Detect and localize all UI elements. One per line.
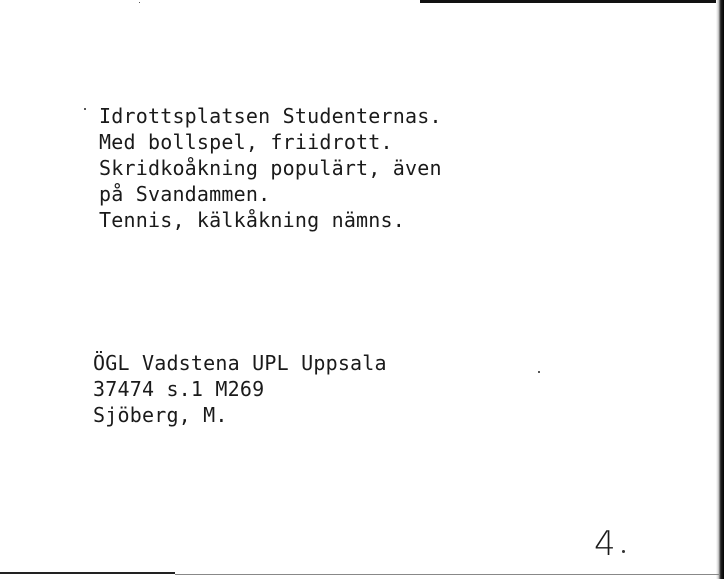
card-bottom-edge-faint (175, 574, 720, 575)
description-text (99, 103, 442, 233)
scan-speck (84, 108, 86, 110)
description-line: Idrottsplatsen Studenternas. (99, 104, 442, 128)
scan-speck (538, 371, 540, 373)
card-right-edge (716, 0, 724, 579)
handwritten-page-number: 4 (594, 524, 616, 564)
description-line: Skridkoåkning populärt, även (99, 156, 442, 180)
page-number-dot (622, 550, 625, 553)
description-line: Med bollspel, friidrott. (99, 130, 393, 154)
reference-text (93, 350, 387, 428)
description-line: på Svandammen. (99, 182, 271, 206)
reference-line: 37474 s.1 M269 (93, 377, 265, 401)
description-line: Tennis, kälkåkning nämns. (99, 208, 406, 232)
reference-line: Sjöberg, M. (93, 403, 228, 427)
card-bottom-edge (0, 572, 175, 574)
scan-speck (139, 2, 140, 3)
reference-line: ÖGL Vadstena UPL Uppsala (93, 351, 387, 375)
card-top-edge (420, 0, 724, 3)
